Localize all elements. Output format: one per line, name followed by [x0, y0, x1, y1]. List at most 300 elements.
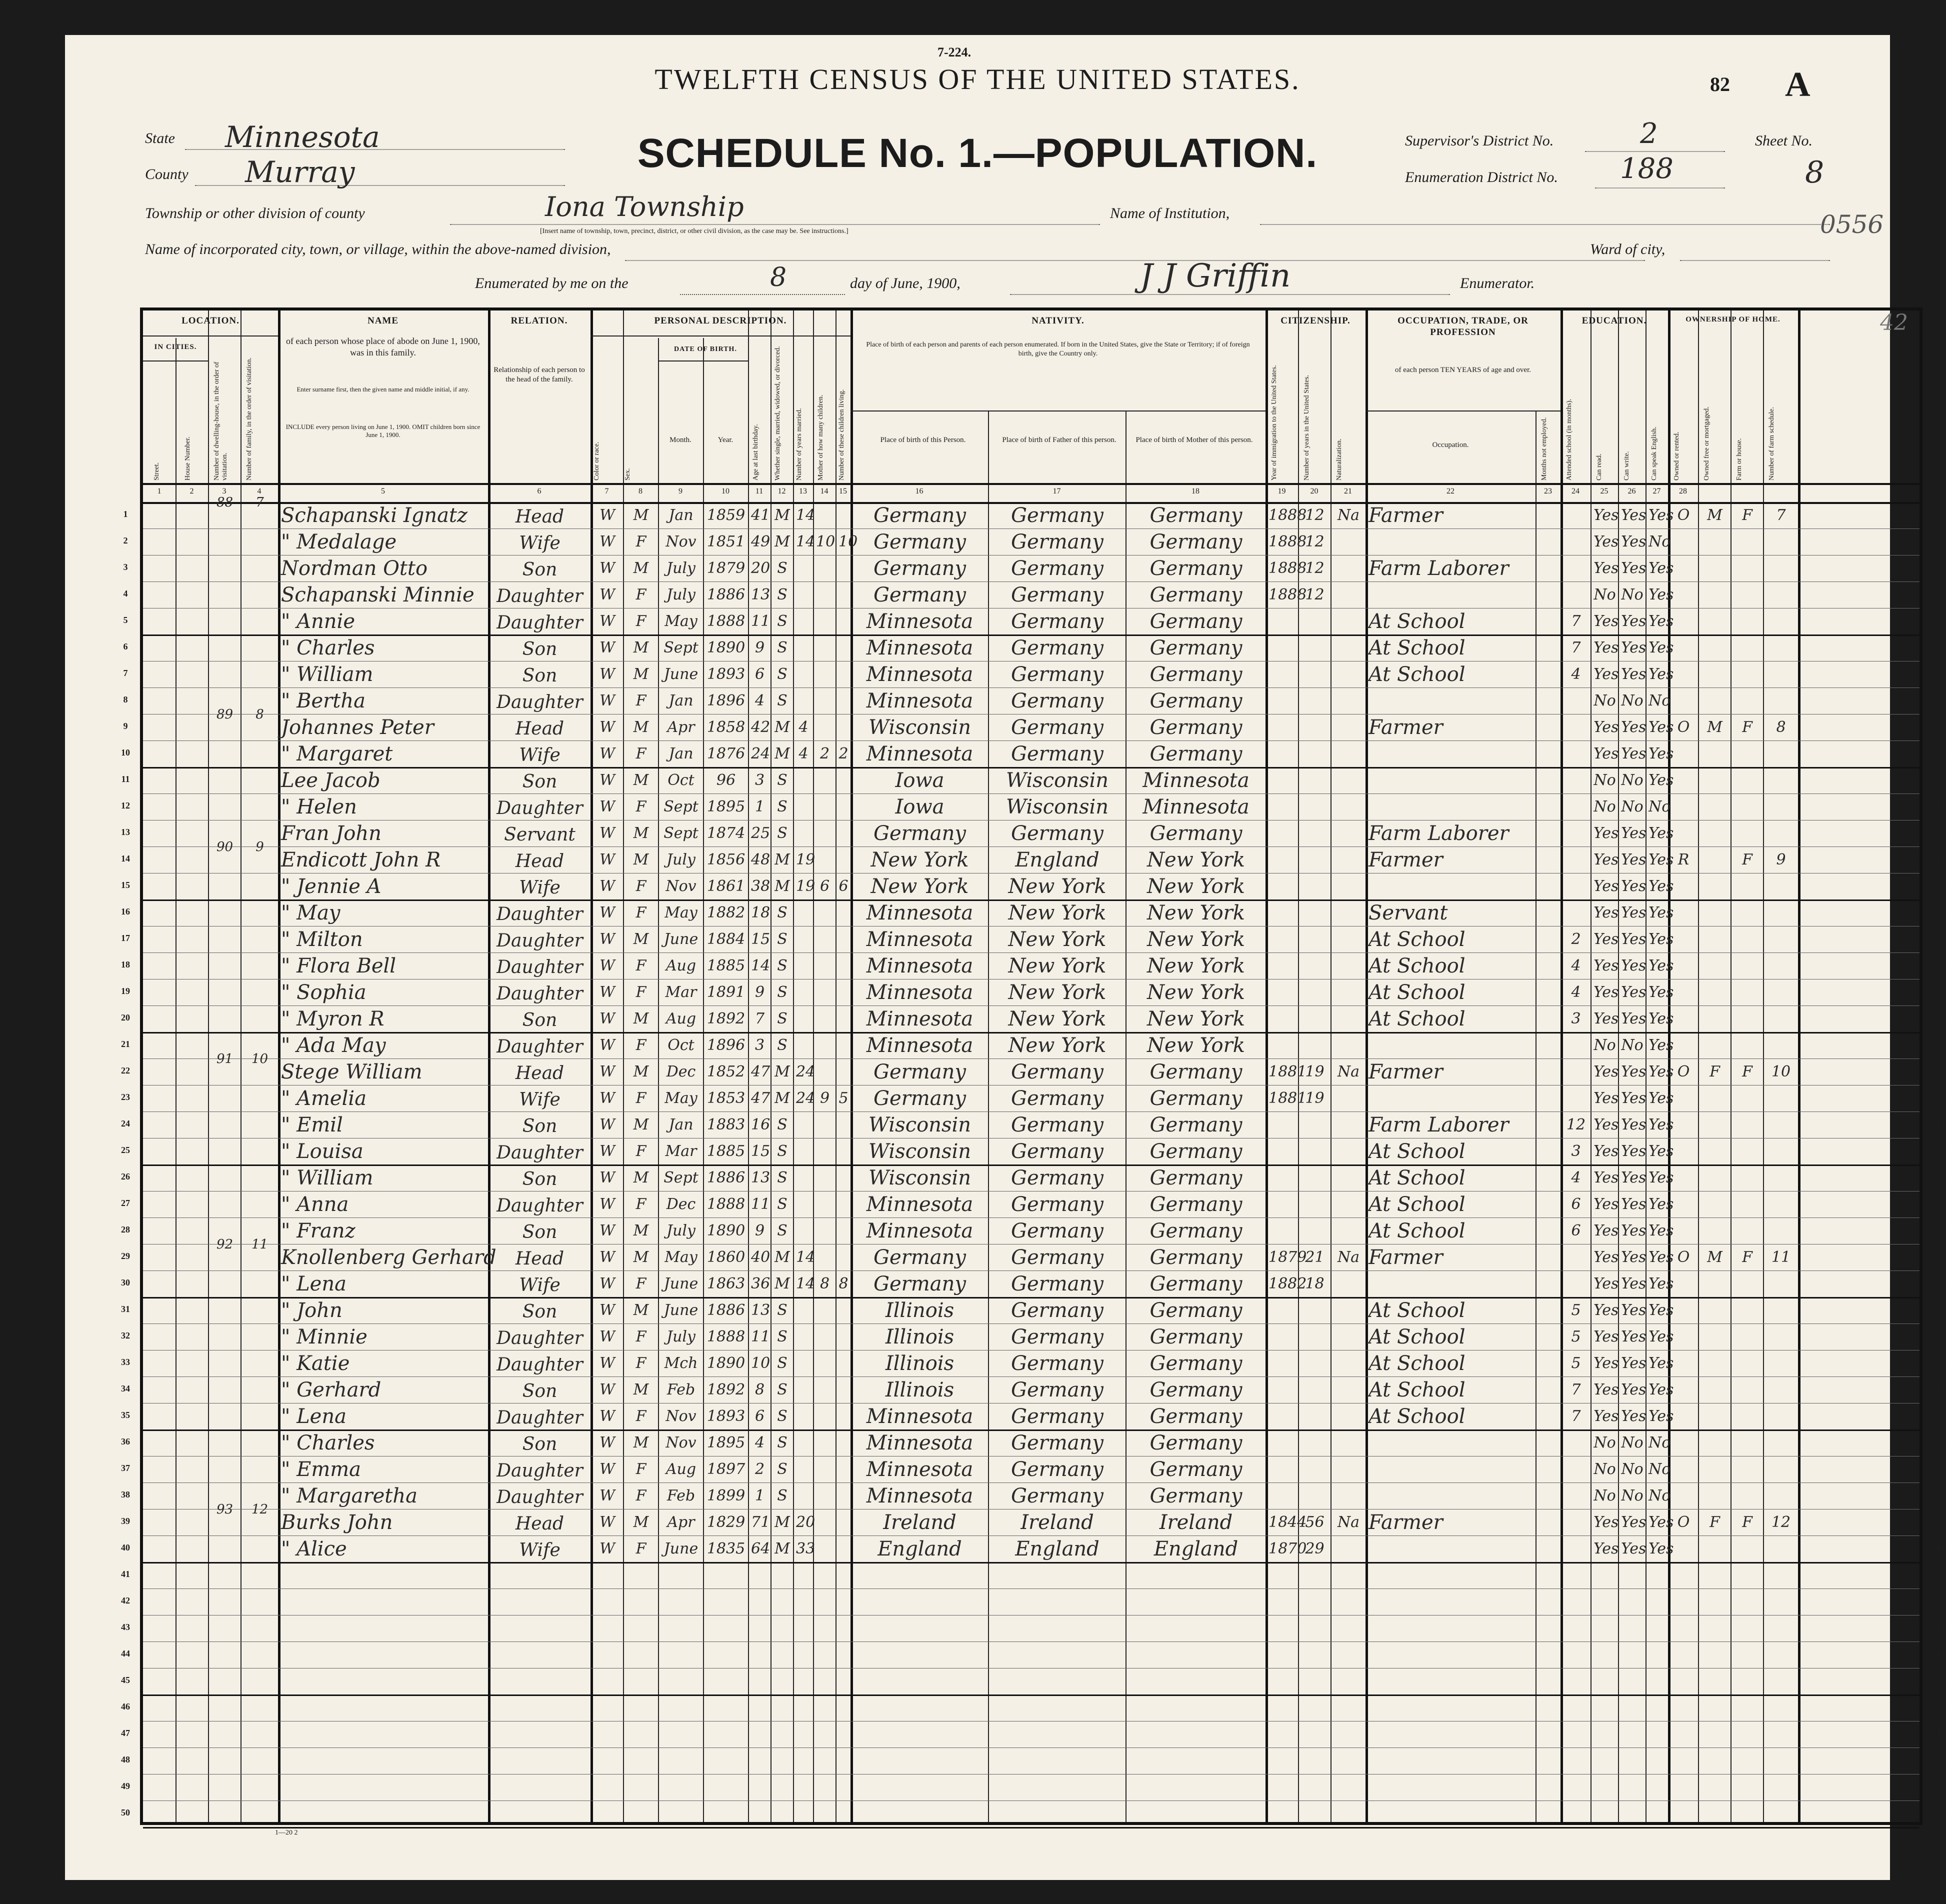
column-number: 9	[678, 487, 682, 496]
col-pob-father: Place of birth of Father of this person.	[1002, 436, 1116, 444]
cell-name: " William	[281, 1166, 374, 1190]
column-number: 24	[1572, 487, 1580, 496]
cell-fb: Germany	[1011, 504, 1104, 527]
cell-wr: Yes	[1621, 878, 1646, 895]
cell-fb: New York	[1008, 1034, 1106, 1057]
cell-sex: M	[633, 1063, 649, 1080]
cell-year: 1835	[706, 1540, 746, 1558]
cell-age: 11	[751, 1196, 770, 1213]
cell-rd: Yes	[1594, 1169, 1619, 1186]
cell-en: Yes	[1648, 639, 1674, 656]
cell-rel: Daughter	[496, 1408, 583, 1428]
cell-en: Yes	[1648, 930, 1674, 948]
column-divider	[278, 310, 280, 1822]
row-divider	[143, 1085, 1920, 1086]
cell-rd: No	[1594, 1434, 1616, 1452]
col-name-desc: of each person whose place of abode on June 1, 1900, was in this family.	[286, 336, 480, 358]
cell-rd: Yes	[1594, 745, 1619, 762]
cell-age: 13	[751, 1169, 770, 1186]
line-number: 12	[121, 800, 130, 810]
row-divider	[143, 1032, 1920, 1034]
cell-rd: Yes	[1594, 824, 1619, 842]
cell-name: " Margaretha	[281, 1484, 418, 1508]
cell-mort: M	[1707, 718, 1722, 736]
line-number: 34	[121, 1384, 130, 1394]
row-divider	[143, 1164, 1920, 1166]
column-number: 6	[537, 487, 542, 496]
cell-occ: At School	[1368, 1008, 1466, 1030]
row-divider	[143, 846, 1920, 847]
cell-ym: 14	[796, 1275, 816, 1292]
cell-mort: F	[1710, 1063, 1720, 1080]
line-number: 34	[1936, 1384, 1945, 1394]
cell-mar: S	[777, 1328, 788, 1346]
line-number: 21	[121, 1039, 130, 1049]
township-value: Iona Township	[545, 191, 744, 222]
ward-label: Ward of city,	[1590, 241, 1666, 258]
column-divider	[1590, 310, 1592, 1822]
column-divider	[1560, 310, 1563, 1822]
cell-age: 25	[751, 824, 770, 842]
cell-wr: Yes	[1621, 1328, 1646, 1346]
cell-age: 6	[754, 666, 765, 683]
cell-occ: At School	[1368, 1193, 1466, 1216]
cell-month: Jan	[668, 1116, 694, 1134]
cell-rd: Yes	[1594, 639, 1619, 656]
line-number: 49	[121, 1781, 130, 1791]
col-free-or-mortgaged: Owned free or mortgaged.	[1703, 406, 1710, 480]
cell-bp: Minnesota	[866, 610, 974, 633]
cell-rd: No	[1594, 586, 1616, 604]
cell-rd: Yes	[1594, 984, 1619, 1001]
cell-en: Yes	[1648, 1196, 1674, 1213]
column-number: 28	[1679, 487, 1687, 496]
cell-year: 1863	[706, 1275, 746, 1292]
cell-fb: Germany	[1011, 1378, 1104, 1402]
cell-wr: Yes	[1621, 1010, 1646, 1028]
cell-year: 1896	[706, 1036, 746, 1054]
cell-mar: S	[777, 1116, 788, 1134]
cell-mort: M	[1707, 506, 1722, 524]
cell-year: 1893	[706, 1408, 746, 1425]
cell-wr: Yes	[1621, 904, 1646, 922]
col-year: Year.	[718, 436, 734, 444]
cell-mar: S	[777, 586, 788, 604]
cell-fb: Germany	[1011, 742, 1104, 766]
cell-mar: M	[774, 745, 790, 762]
line-number: 37	[121, 1463, 130, 1473]
cell-ch: 2	[820, 745, 830, 762]
cell-en: No	[1648, 1434, 1671, 1452]
col-can-speak-english: Can speak English.	[1650, 426, 1658, 480]
cell-rel: Daughter	[496, 904, 583, 924]
cell-mb: Germany	[1150, 1140, 1242, 1163]
cell-age: 10	[751, 1354, 770, 1372]
cell-wr: Yes	[1621, 745, 1646, 762]
cell-rd: Yes	[1594, 1090, 1619, 1107]
cell-sch: 6	[1571, 1222, 1581, 1240]
cell-year: 1890	[706, 639, 746, 656]
cell-month: June	[664, 666, 698, 683]
cell-rd: No	[1594, 798, 1616, 816]
cell-rel: Daughter	[496, 1036, 583, 1057]
header-divider	[143, 483, 1920, 485]
cell-wr: Yes	[1621, 1169, 1646, 1186]
line-number: 26	[1936, 1172, 1945, 1182]
cell-year: 1859	[706, 506, 746, 524]
cell-mb: England	[1154, 1538, 1238, 1560]
line-number: 29	[121, 1251, 130, 1261]
cell-name: Fran John	[281, 822, 382, 845]
cell-bp: Minnesota	[866, 928, 974, 951]
column-divider	[988, 410, 989, 1822]
row-divider	[143, 1482, 1920, 1483]
cell-sex: F	[636, 1408, 646, 1425]
cell-year: 1892	[706, 1010, 746, 1028]
population-table	[121, 308, 1945, 1825]
col-dwelling-number: Number of dwelling-house, in the order of visitation.	[213, 362, 228, 480]
cell-rd: Yes	[1594, 1010, 1619, 1028]
cell-month: June	[664, 1540, 698, 1558]
cell-age: 6	[754, 1408, 765, 1425]
column-number: 25	[1600, 487, 1608, 496]
cell-color: W	[600, 1036, 615, 1054]
enumeration-value: 188	[1620, 152, 1674, 185]
line-number: 45	[121, 1675, 130, 1685]
cell-mb: Germany	[1150, 584, 1242, 606]
cell-yus: 19	[1305, 1063, 1324, 1080]
cell-lv: 2	[838, 745, 848, 762]
cell-sex: F	[636, 586, 646, 604]
cell-year: 96	[716, 772, 736, 789]
cell-wr: Yes	[1621, 639, 1646, 656]
cell-rel: Daughter	[496, 957, 583, 978]
row-divider	[143, 1430, 1920, 1431]
cell-color: W	[600, 1169, 615, 1186]
cell-year: 1892	[706, 1381, 746, 1398]
cell-sch: 4	[1571, 666, 1581, 683]
cell-en: Yes	[1648, 772, 1674, 789]
col-naturalization: Naturalization.	[1336, 438, 1343, 480]
cell-month: Dec	[666, 1196, 696, 1213]
cell-fam: 11	[251, 1237, 268, 1252]
cell-year: 1888	[706, 1328, 746, 1346]
cell-color: W	[600, 1540, 615, 1558]
cell-mar: S	[777, 1302, 788, 1319]
sheet-label: Sheet No.	[1755, 132, 1812, 149]
cell-fs: 10	[1771, 1063, 1791, 1080]
cell-rel: Daughter	[496, 1354, 583, 1375]
line-number: 23	[121, 1092, 130, 1102]
line-number: 19	[121, 986, 130, 996]
cell-color: W	[600, 1460, 615, 1478]
cell-month: Oct	[668, 772, 694, 789]
cell-wr: Yes	[1621, 1196, 1646, 1213]
cell-fb: Germany	[1011, 1220, 1104, 1242]
col-house-number: House Number.	[184, 436, 192, 480]
line-number: 36	[1936, 1436, 1945, 1446]
cell-en: Yes	[1648, 1381, 1674, 1398]
cell-ch: 8	[820, 1275, 830, 1292]
cell-wr: Yes	[1621, 1514, 1646, 1531]
cell-en: Yes	[1648, 904, 1674, 922]
column-number: 23	[1544, 487, 1552, 496]
cell-mar: M	[774, 878, 790, 895]
cell-sex: M	[633, 930, 649, 948]
cell-bp: Germany	[874, 1087, 966, 1110]
cell-sch: 4	[1571, 1169, 1581, 1186]
line-number: 17	[121, 933, 130, 943]
cell-sex: M	[633, 1434, 649, 1452]
cell-wr: Yes	[1621, 1275, 1646, 1292]
cell-fb: Germany	[1011, 1352, 1104, 1375]
cell-color: W	[600, 772, 615, 789]
cell-en: Yes	[1648, 957, 1674, 974]
cell-mar: M	[774, 1248, 790, 1266]
cell-en: Yes	[1648, 560, 1674, 577]
line-number: 40	[121, 1542, 130, 1552]
cell-mar: S	[777, 692, 788, 710]
cell-ym: 24	[796, 1090, 816, 1107]
cell-color: W	[600, 1222, 615, 1240]
cell-month: June	[664, 930, 698, 948]
cell-rd: No	[1594, 772, 1616, 789]
line-number: 7	[123, 668, 128, 678]
cell-rel: Son	[522, 1302, 558, 1322]
cell-name: " Amelia	[281, 1087, 367, 1110]
cell-yus: 12	[1305, 533, 1324, 550]
cell-rel: Wife	[519, 1540, 560, 1560]
line-number: 10	[121, 748, 130, 758]
cell-age: 40	[751, 1248, 770, 1266]
cell-rel: Daughter	[496, 1487, 583, 1508]
row-divider	[143, 1588, 1920, 1589]
cell-rel: Head	[515, 1248, 564, 1269]
cell-name: " Margaret	[281, 742, 393, 766]
column-divider	[770, 310, 772, 1822]
column-number: 16	[915, 487, 924, 496]
cell-sch: 4	[1571, 957, 1581, 974]
cell-bp: Ireland	[883, 1511, 956, 1534]
cell-sex: F	[636, 1540, 646, 1558]
cell-color: W	[600, 904, 615, 922]
cell-occ: Farmer	[1368, 504, 1443, 527]
cell-en: Yes	[1648, 1090, 1674, 1107]
cell-age: 9	[754, 1222, 765, 1240]
cell-year: 1891	[706, 984, 746, 1001]
cell-bp: Minnesota	[866, 1405, 974, 1428]
cell-rel: Wife	[519, 533, 560, 554]
line-number: 9	[123, 721, 128, 731]
group-occupation: OCCUPATION, TRADE, OR PROFESSION	[1398, 316, 1528, 338]
cell-imm: 1888	[1268, 560, 1307, 577]
line-number: 31	[1936, 1304, 1945, 1314]
col-name-note2: INCLUDE every person living on June 1, 1900. OMIT children born since June 1, 1900.	[286, 423, 480, 439]
cell-fb: Ireland	[1020, 1511, 1094, 1534]
cell-rel: Servant	[504, 824, 576, 845]
column-number: 1	[157, 487, 162, 496]
column-divider	[793, 310, 794, 1822]
cell-mar: M	[774, 1514, 790, 1531]
cell-mb: Germany	[1150, 636, 1242, 660]
cell-bp: New York	[870, 848, 969, 872]
cell-mb: Germany	[1150, 557, 1242, 580]
cell-mb: New York	[1147, 1008, 1245, 1030]
cell-sex: F	[636, 1142, 646, 1160]
cell-wr: Yes	[1621, 1142, 1646, 1160]
footer-mark: 1—20 2	[275, 1829, 298, 1836]
cell-mb: New York	[1147, 848, 1245, 872]
line-number: 42	[1936, 1596, 1945, 1606]
cell-sch: 7	[1571, 612, 1581, 630]
cell-wr: Yes	[1621, 1248, 1646, 1266]
cell-month: May	[664, 612, 698, 630]
cell-rd: Yes	[1594, 1328, 1619, 1346]
line-number: 4	[123, 588, 128, 598]
cell-fb: Germany	[1011, 557, 1104, 580]
cell-mb: New York	[1147, 981, 1245, 1004]
cell-month: Feb	[666, 1381, 696, 1398]
cell-mb: New York	[1147, 1034, 1245, 1057]
cell-mort: M	[1707, 1248, 1722, 1266]
cell-age: 41	[751, 506, 770, 524]
subheader-divider	[1366, 410, 1560, 412]
line-number: 38	[121, 1490, 130, 1500]
line-number: 30	[1936, 1278, 1945, 1288]
cell-fs: 11	[1771, 1248, 1791, 1266]
cell-name: " William	[281, 663, 374, 686]
cell-rel: Daughter	[496, 612, 583, 633]
cell-month: May	[664, 1090, 698, 1107]
cell-sex: M	[633, 1248, 649, 1266]
cell-fb: New York	[1008, 875, 1106, 898]
cell-occ: Farm Laborer	[1368, 1114, 1509, 1136]
cell-sex: F	[636, 1487, 646, 1504]
row-divider	[143, 1270, 1920, 1271]
cell-bp: Germany	[874, 557, 966, 580]
line-number: 3	[1938, 562, 1943, 572]
line-number: 11	[121, 774, 130, 784]
cell-year: 1829	[706, 1514, 746, 1531]
line-number: 22	[1936, 1066, 1945, 1076]
cell-fb: Wisconsin	[1006, 796, 1109, 818]
supervisor-label: Supervisor's District No.	[1405, 132, 1554, 149]
row-divider	[143, 1827, 1920, 1828]
cell-fb: Germany	[1011, 1060, 1104, 1084]
cell-occ: Farmer	[1368, 1060, 1443, 1084]
cell-imm: 1879	[1268, 1248, 1307, 1266]
cell-year: 1890	[706, 1354, 746, 1372]
cell-mb: Germany	[1150, 1352, 1242, 1375]
county-value: Murray	[245, 155, 355, 189]
cell-age: 71	[751, 1514, 770, 1531]
cell-bp: Minnesota	[866, 1034, 974, 1057]
cell-month: Nov	[666, 1408, 696, 1425]
row-divider	[143, 1058, 1920, 1059]
row-divider	[143, 1509, 1920, 1510]
cell-sex: F	[636, 1090, 646, 1107]
cell-mar: M	[774, 1090, 790, 1107]
cell-bp: Minnesota	[866, 1193, 974, 1216]
cell-nat: Na	[1337, 1248, 1360, 1266]
line-number: 45	[1936, 1675, 1945, 1685]
cell-bp: Germany	[874, 1060, 966, 1084]
institution-label: Name of Institution,	[1110, 205, 1230, 222]
cell-name: " Ada May	[281, 1034, 386, 1057]
line-number: 1	[123, 509, 128, 519]
cell-occ: Farmer	[1368, 1511, 1443, 1534]
cell-fb: England	[1015, 848, 1100, 872]
cell-wr: Yes	[1621, 506, 1646, 524]
cell-sch: 7	[1571, 1408, 1581, 1425]
cell-occ: At School	[1368, 1378, 1466, 1402]
cell-bp: Minnesota	[866, 981, 974, 1004]
cell-rd: Yes	[1594, 1275, 1619, 1292]
cell-mb: New York	[1147, 928, 1245, 951]
cell-rd: Yes	[1594, 1248, 1619, 1266]
cell-en: Yes	[1648, 506, 1674, 524]
corner-number: 82	[1710, 73, 1730, 96]
cell-rd: Yes	[1594, 1408, 1619, 1425]
cell-rel: Son	[522, 1010, 558, 1030]
column-divider	[658, 338, 659, 1822]
col-pob-person: Place of birth of this Person.	[880, 436, 966, 444]
cell-color: W	[600, 718, 615, 736]
cell-color: W	[600, 1090, 615, 1107]
cell-wr: Yes	[1621, 533, 1646, 550]
cell-rel: Son	[522, 1116, 558, 1136]
line-number: 22	[121, 1066, 130, 1076]
cell-name: Lee Jacob	[281, 769, 380, 792]
cell-mb: Germany	[1150, 1326, 1242, 1348]
cell-rd: Yes	[1594, 930, 1619, 948]
cell-wr: Yes	[1621, 560, 1646, 577]
cell-dw: 90	[216, 840, 234, 854]
cell-month: July	[666, 1222, 696, 1240]
cell-rel: Son	[522, 1381, 558, 1402]
cell-age: 9	[754, 984, 765, 1001]
enumerator-label: Enumerator.	[1460, 275, 1535, 292]
column-number: 26	[1628, 487, 1636, 496]
county-label: County	[145, 166, 188, 182]
column-number: 21	[1344, 487, 1352, 496]
cell-name: " Lena	[281, 1405, 346, 1428]
cell-rel: Son	[522, 560, 558, 580]
cell-rd: Yes	[1594, 666, 1619, 683]
corner-letter: A	[1785, 66, 1810, 104]
cell-month: Nov	[666, 533, 696, 550]
cell-year: 1899	[706, 1487, 746, 1504]
cell-sex: F	[636, 745, 646, 762]
cell-name: " Charles	[281, 1432, 375, 1454]
cell-yus: 18	[1305, 1275, 1324, 1292]
cell-en: Yes	[1648, 586, 1674, 604]
cell-rd: Yes	[1594, 851, 1619, 868]
column-number: 7	[604, 487, 609, 496]
cell-fs: 7	[1776, 506, 1786, 524]
cell-mar: S	[777, 612, 788, 630]
column-number: 22	[1446, 487, 1454, 496]
cell-age: 11	[751, 612, 770, 630]
cell-bp: England	[878, 1538, 962, 1560]
cell-en: Yes	[1648, 1222, 1674, 1240]
cell-mb: New York	[1147, 875, 1245, 898]
cell-age: 15	[751, 930, 770, 948]
col-years-married: Number of years married.	[796, 408, 803, 480]
cell-sex: M	[633, 1116, 649, 1134]
cell-fb: Germany	[1011, 584, 1104, 606]
stamp-number: 0556	[1820, 210, 1884, 239]
